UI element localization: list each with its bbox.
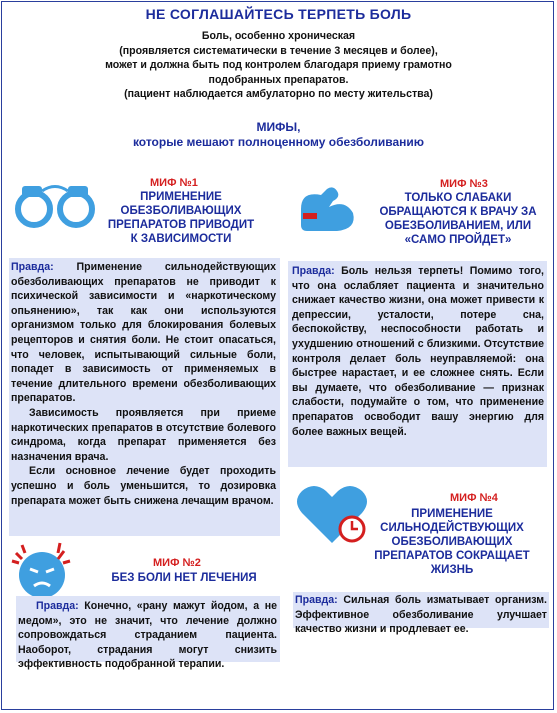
myth3-truth-label: Правда: xyxy=(292,265,335,277)
handcuffs-icon xyxy=(14,178,96,232)
intro-line: (проявляется систематически в течение 3 месяцев и более), xyxy=(119,44,438,57)
myth2-truth-label: Правда: xyxy=(36,600,79,612)
myth4-heading: ПРИМЕНЕНИЕ СИЛЬНОДЕЙСТВУЮЩИХ ОБЕЗБОЛИВАЮЩИХ ПРЕПАРАТОВ СОКРАЩАЕТ ЖИЗНЬ xyxy=(374,508,530,576)
myth4-truth-label: Правда: xyxy=(295,594,338,606)
myth1-label: МИФ №1 xyxy=(150,177,198,189)
flexed-arm-icon xyxy=(297,185,357,235)
myth2-label: МИФ №2 xyxy=(153,557,201,569)
myths-heading-line2: которые мешают полноценному обезболиванию xyxy=(132,135,425,149)
myth1-text1: Применение сильнодействующих обезболивающих препаратов не приводит к психической зависимости и «наркотическому опьянению», так как они используются организмом только для блокирования болевых рецепторов и снятия боли. Не стоит опасаться, что человек, испытывающий сильные боли, попадет в зависимость от применяемых в течение длительного времени обезболивающих препаратов. xyxy=(11,261,276,405)
page-title: НЕ СОГЛАШАЙТЕСЬ ТЕРПЕТЬ БОЛЬ xyxy=(145,6,412,22)
myth4-body xyxy=(295,593,547,637)
intro-line: подобранных препаратов. xyxy=(208,73,349,86)
myth2-body xyxy=(18,599,277,672)
myth4-label: МИФ №4 xyxy=(450,492,498,504)
intro-line: (пациент наблюдается амбулаторно по месту жительства) xyxy=(124,88,433,100)
intro-text xyxy=(40,29,517,102)
myths-heading xyxy=(60,120,497,150)
myth1-heading: ПРИМЕНЕНИЕ ОБЕЗБОЛИВАЮЩИХ ПРЕПАРАТОВ ПРИВОДИТ К ЗАВИСИМОСТИ xyxy=(107,191,255,245)
myth3-body xyxy=(292,264,544,439)
myth1-text3: Если основное лечение будет проходить успешно и боль уменьшится, то дозировка препарата может быть снижена лечащим врачом. xyxy=(11,465,276,507)
myth4-text: Сильная боль изматывает организм. Эффективное обезболивание улучшает качество жизни и продлевает ее. xyxy=(295,594,547,636)
myth1-text2: Зависимость проявляется при приеме наркотических препаратов в отсутствие болевого синдрома, когда препарат применяется без назначения врача. xyxy=(11,406,276,463)
myth1-body xyxy=(11,260,276,508)
myth3-heading: ТОЛЬКО СЛАБАКИ ОБРАЩАЮТСЯ К ВРАЧУ ЗА ОБЕЗБОЛИВАНИЕМ, ИЛИ «САМО ПРОЙДЕТ» xyxy=(379,192,537,246)
intro-line: Боль, особенно хроническая xyxy=(201,30,356,42)
myths-heading-line1: МИФЫ, xyxy=(256,120,301,134)
myth1-truth-label: Правда: xyxy=(11,261,54,273)
myth3-label: МИФ №3 xyxy=(440,178,488,190)
intro-line: может и должна быть под контролем благодаря приему грамотно xyxy=(105,59,452,71)
myth2-heading: БЕЗ БОЛИ НЕТ ЛЕЧЕНИЯ xyxy=(111,572,257,584)
myth3-text: Боль нельзя терпеть! Помимо того, что она ослабляет пациента и значительно снижает качество жизни, она может привести к депрессии, усталости, потере сна, беспокойству, неспособности работать и ухудшению отношений с близкими. Отсутствие контроля делает боль неуправляемой: она быстрее нарастает, и ее сложнее снять. Если вы думаете, что обезболивание — признак слабости, подумайте о том, что применение препаратов освободит вашу энергию для более важных вещей. xyxy=(292,265,544,438)
myth2-text: Конечно, «рану мажут йодом, а не медом», это не значит, что лечение должно сопровождаться страданием пациента. Наоборот, страдания могут снизить эффективность подобранной терапии. xyxy=(18,600,277,671)
angry-face-icon xyxy=(8,539,78,601)
